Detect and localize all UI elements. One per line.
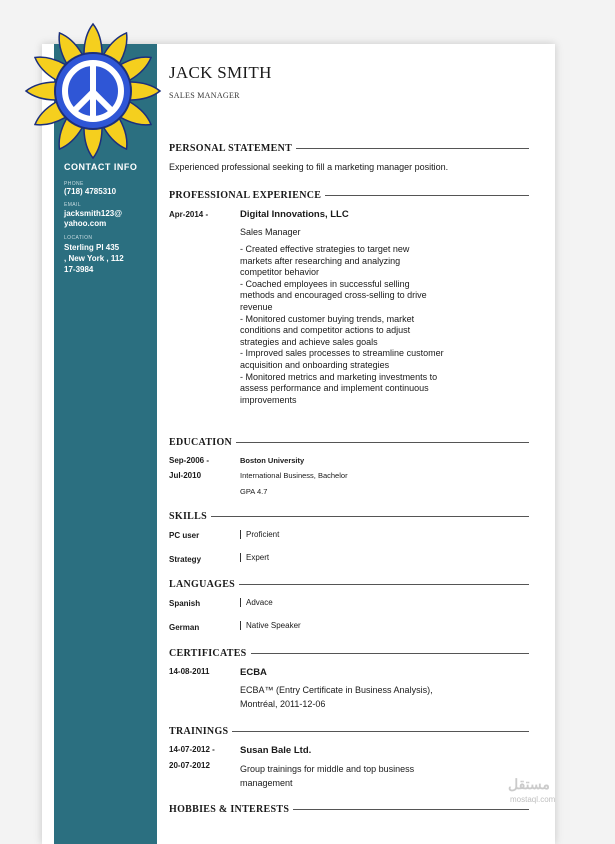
education-date-end: Jul-2010 [169, 471, 202, 480]
language-name: Spanish [169, 599, 201, 608]
watermark-logo: مستقل [508, 776, 550, 792]
section-education [169, 436, 529, 448]
section-rule [251, 653, 529, 654]
location-label: LOCATION [64, 235, 93, 241]
peace-sunflower-icon [22, 20, 164, 162]
experience-date: Apr-2014 - [169, 210, 209, 219]
section-rule [232, 731, 529, 732]
watermark-domain: mostaql.com [510, 795, 556, 804]
certificate-line2: Montréal, 2011-12-06 [240, 699, 326, 709]
training-line2: management [240, 778, 293, 788]
experience-bullets [240, 244, 510, 406]
certificate-line1: ECBA™ (Entry Certificate in Business Analysis), [240, 685, 433, 695]
email-value-line2: yahoo.com [64, 219, 107, 228]
bullet-line: methods and encouraged cross-selling to drive [240, 290, 427, 301]
section-experience [169, 189, 529, 201]
personal-statement-text: Experienced professional seeking to fill a marketing manager position. [169, 162, 449, 172]
education-school: Boston University [240, 456, 305, 465]
bullet-line: - Improved sales processes to streamline customer [240, 348, 444, 359]
phone-label: PHONE [64, 181, 84, 187]
contact-heading: CONTACT INFO [64, 162, 138, 172]
certificate-name: ECBA [240, 667, 267, 678]
bullet-line: competitor behavior [240, 267, 320, 278]
section-title-text: PROFESSIONAL EXPERIENCE [169, 189, 322, 201]
skill-level: Proficient [240, 530, 279, 539]
section-title-text: LANGUAGES [169, 578, 236, 590]
email-label: EMAIL [64, 202, 82, 208]
bullet-line: conditions and competitor actions to adjust [240, 325, 411, 336]
bullet-line: - Monitored metrics and marketing investments to [240, 371, 438, 382]
education-gpa: GPA 4.7 [240, 487, 268, 496]
location-line3: 17-3984 [64, 265, 94, 274]
experience-role: Sales Manager [240, 227, 301, 237]
training-date-start: 14-07-2012 - [169, 745, 215, 754]
bullet-line: assess performance and implement continuous [240, 383, 429, 394]
section-title-text: EDUCATION [169, 436, 233, 448]
section-skills [169, 510, 529, 522]
education-degree: International Business, Bachelor [240, 471, 348, 480]
section-rule [211, 516, 529, 517]
email-value-line1: jacksmith123@ [64, 209, 123, 218]
training-date-end: 20-07-2012 [169, 761, 210, 770]
candidate-name: JACK SMITH [169, 63, 272, 82]
section-rule [236, 442, 529, 443]
bullet-line: - Coached employees in successful selling [240, 278, 410, 289]
training-line1: Group trainings for middle and top business [240, 764, 415, 774]
location-line1: Sterling Pl 435 [64, 243, 120, 252]
bullet-line: revenue [240, 301, 273, 312]
section-languages [169, 578, 529, 590]
section-trainings [169, 725, 529, 737]
bullet-line: acquisition and onboarding strategies [240, 359, 390, 370]
language-level: Advace [240, 598, 273, 607]
education-date-start: Sep-2006 - [169, 456, 210, 465]
bullet-line: - Created effective strategies to target new [240, 244, 410, 254]
language-level: Native Speaker [240, 621, 301, 630]
phone-value: (718) 4785310 [64, 187, 117, 196]
language-name: German [169, 623, 200, 632]
section-title-text: HOBBIES & INTERESTS [169, 803, 290, 815]
skill-level: Expert [240, 553, 269, 562]
skill-name: Strategy [169, 555, 202, 564]
bullet-line: strategies and achieve sales goals [240, 336, 378, 347]
section-title-text: CERTIFICATES [169, 647, 247, 659]
section-rule [296, 148, 529, 149]
certificate-date: 14-08-2011 [169, 667, 210, 676]
section-certificates [169, 647, 529, 659]
skill-name: PC user [169, 531, 200, 540]
bullet-line: improvements [240, 394, 297, 405]
candidate-title: SALES MANAGER [169, 91, 240, 100]
section-rule [239, 584, 529, 585]
bullet-line: markets after researching and analyzing [240, 255, 401, 266]
location-line2: , New York , 112 [64, 254, 124, 263]
section-rule [325, 195, 529, 196]
training-org: Susan Bale Ltd. [240, 745, 312, 756]
experience-company: Digital Innovations, LLC [240, 209, 349, 220]
section-title-text: SKILLS [169, 510, 207, 522]
section-title-text: TRAININGS [169, 725, 229, 737]
section-hobbies [169, 803, 529, 815]
section-title-text: PERSONAL STATEMENT [169, 142, 293, 154]
bullet-line: - Monitored customer buying trends, market [240, 313, 415, 324]
section-personal-statement [169, 142, 529, 154]
section-rule [293, 809, 529, 810]
